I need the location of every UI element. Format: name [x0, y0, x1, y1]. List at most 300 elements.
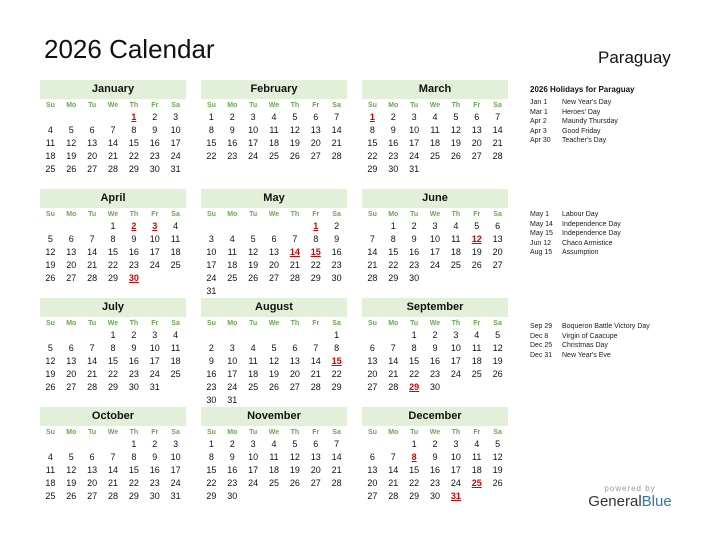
day-cell: 2 [229, 439, 235, 449]
day-cell: 19 [450, 138, 461, 148]
day-cell: 18 [45, 478, 56, 488]
day-cell: 17 [248, 138, 259, 148]
holiday-date: Jan 1 [530, 99, 548, 106]
weekday-label: Tu [249, 211, 258, 218]
day-cell: 18 [227, 260, 238, 270]
holiday-list [530, 98, 705, 146]
weekday-label: Th [129, 102, 139, 109]
weekday-label: Fr [473, 320, 481, 327]
day-cell: 1 [411, 439, 417, 449]
day-cell: 17 [248, 465, 259, 475]
day-cell: 12 [66, 138, 77, 148]
holiday-list [530, 322, 705, 360]
day-cell: 10 [170, 452, 181, 462]
day-cell: 12 [45, 247, 56, 257]
day-cell: 30 [206, 395, 217, 405]
day-cell: 20 [289, 369, 300, 379]
day-cell: 30 [331, 273, 342, 283]
day-cell: 18 [268, 138, 279, 148]
holiday-name: New Year's Eve [562, 351, 611, 359]
day-cell: 21 [310, 369, 321, 379]
day-cell: 18 [471, 465, 482, 475]
month-title: June [362, 189, 508, 208]
empty-cell [284, 329, 305, 342]
holiday-date: Apr 2 [530, 118, 547, 125]
day-cell: 4 [250, 343, 256, 353]
day-cell: 27 [66, 273, 77, 283]
day-cell: 28 [310, 382, 321, 392]
empty-cell [82, 220, 103, 233]
weekday-label: Tu [88, 320, 97, 327]
day-cell: 16 [206, 369, 217, 379]
weekday-label: Su [45, 429, 55, 436]
holiday-date: May 1 [530, 211, 550, 218]
weekday-label: Tu [88, 102, 97, 109]
powered-by-label: powered by [604, 484, 656, 493]
day-cell: 30 [149, 164, 160, 174]
weekday-label: Mo [66, 211, 77, 218]
day-cell: 8 [208, 452, 214, 462]
day-cell: 11 [472, 452, 482, 462]
day-cell: 25 [45, 164, 56, 174]
weekday-label: Tu [410, 211, 419, 218]
day-cell: 1 [390, 221, 396, 231]
month-june [362, 189, 508, 285]
holiday-list [530, 210, 705, 258]
day-cell: 22 [310, 260, 321, 270]
holidays-title: 2026 Holidays for Paraguay [530, 85, 635, 94]
day-cell: 5 [453, 112, 459, 122]
day-cell: 10 [149, 343, 160, 353]
day-cell: 22 [206, 478, 217, 488]
holiday-date: Jun 12 [530, 239, 552, 247]
day-cell: 15 [128, 465, 139, 475]
holiday-name: Heroes' Day [562, 108, 601, 116]
day-cell: 7 [390, 452, 396, 462]
holiday-date: Apr 3 [530, 127, 547, 135]
day-cell: 13 [367, 465, 378, 475]
empty-cell [305, 329, 326, 342]
weekday-label: Su [206, 320, 216, 327]
day-cell: 21 [289, 260, 300, 270]
day-cell: 7 [110, 452, 116, 462]
day-cell: 2 [390, 112, 396, 122]
holiday-day: 31 [450, 491, 461, 501]
weekday-label: Sa [171, 211, 180, 218]
day-cell: 1 [110, 221, 116, 231]
month-september [362, 298, 508, 394]
day-cell: 6 [271, 234, 277, 244]
day-cell: 3 [432, 221, 438, 231]
holiday-name: Teacher's Day [562, 137, 607, 144]
empty-cell [222, 220, 243, 233]
weekday-label: Sa [493, 102, 502, 109]
day-cell: 5 [47, 343, 53, 353]
day-cell: 19 [471, 247, 482, 257]
day-cell: 24 [149, 260, 160, 270]
day-cell: 28 [107, 164, 118, 174]
day-cell: 26 [248, 273, 259, 283]
weekday-label: Su [367, 211, 377, 218]
day-cell: 21 [107, 151, 118, 161]
day-cell: 13 [367, 356, 378, 366]
day-cell: 19 [268, 369, 279, 379]
day-cell: 10 [206, 247, 217, 257]
weekday-label: We [268, 429, 280, 436]
weekday-label: Mo [66, 429, 77, 436]
day-cell: 19 [66, 478, 77, 488]
month-title: December [362, 407, 508, 426]
day-cell: 9 [208, 356, 214, 366]
weekday-label: We [107, 102, 119, 109]
day-cell: 1 [110, 330, 116, 340]
day-cell: 27 [66, 382, 77, 392]
day-cell: 8 [208, 125, 214, 135]
day-cell: 8 [131, 125, 137, 135]
day-cell: 6 [474, 112, 480, 122]
day-cell: 15 [206, 465, 217, 475]
day-cell: 23 [206, 382, 217, 392]
day-cell: 20 [66, 369, 77, 379]
empty-cell [103, 438, 124, 451]
day-cell: 6 [495, 221, 501, 231]
day-cell: 13 [310, 125, 321, 135]
holiday-day: 25 [471, 478, 482, 488]
day-cell: 13 [492, 234, 503, 244]
day-cell: 19 [45, 260, 56, 270]
day-cell: 24 [149, 369, 160, 379]
day-cell: 23 [429, 478, 440, 488]
weekday-label: Sa [332, 102, 341, 109]
holiday-name: Independence Day [562, 230, 621, 237]
day-cell: 22 [128, 151, 139, 161]
day-cell: 11 [472, 343, 482, 353]
day-cell: 26 [289, 478, 300, 488]
weekday-label: Su [206, 211, 216, 218]
day-cell: 29 [409, 491, 420, 501]
day-cell: 19 [45, 369, 56, 379]
weekday-label: Tu [410, 429, 419, 436]
day-cell: 9 [229, 452, 235, 462]
day-cell: 19 [66, 151, 77, 161]
weekday-label: Th [290, 102, 300, 109]
day-cell: 31 [170, 491, 181, 501]
day-cell: 11 [430, 125, 440, 135]
day-cell: 21 [388, 478, 399, 488]
day-cell: 4 [271, 112, 277, 122]
day-cell: 27 [87, 164, 98, 174]
holiday-day: 12 [471, 234, 482, 244]
day-cell: 29 [310, 273, 321, 283]
day-cell: 5 [250, 234, 256, 244]
day-cell: 13 [87, 465, 98, 475]
empty-cell [264, 220, 285, 233]
day-cell: 23 [429, 369, 440, 379]
day-cell: 11 [45, 138, 56, 148]
day-cell: 6 [369, 452, 375, 462]
holiday-name: Boqueron Battle Victory Day [562, 323, 650, 330]
day-cell: 18 [471, 356, 482, 366]
day-cell: 14 [107, 465, 118, 475]
day-cell: 22 [331, 369, 342, 379]
day-grid [40, 318, 186, 394]
month-title: March [362, 80, 508, 99]
day-cell: 30 [429, 491, 440, 501]
day-cell: 31 [206, 286, 217, 296]
day-cell: 19 [492, 465, 503, 475]
day-cell: 3 [152, 330, 158, 340]
day-cell: 17 [206, 260, 217, 270]
day-cell: 17 [149, 356, 160, 366]
day-cell: 6 [68, 234, 74, 244]
empty-cell [383, 438, 404, 451]
weekday-label: Sa [171, 320, 180, 327]
day-cell: 14 [492, 125, 503, 135]
day-cell: 26 [45, 273, 56, 283]
weekday-label: Sa [493, 211, 502, 218]
day-cell: 31 [149, 382, 160, 392]
day-cell: 13 [310, 452, 321, 462]
weekday-label: Mo [388, 211, 399, 218]
holiday-date: Apr 30 [530, 137, 551, 144]
day-cell: 17 [409, 138, 420, 148]
holiday-row [530, 239, 705, 249]
day-cell: 22 [409, 478, 420, 488]
month-january [40, 80, 186, 176]
day-grid [201, 100, 347, 163]
day-cell: 25 [170, 260, 181, 270]
day-cell: 19 [289, 138, 300, 148]
day-cell: 2 [152, 439, 158, 449]
day-cell: 20 [66, 260, 77, 270]
day-cell: 6 [313, 112, 319, 122]
day-cell: 2 [334, 221, 340, 231]
day-cell: 16 [128, 356, 139, 366]
weekday-label: Su [367, 429, 377, 436]
day-cell: 7 [313, 343, 319, 353]
day-cell: 26 [492, 369, 503, 379]
holiday-row [530, 127, 705, 137]
empty-cell [264, 329, 285, 342]
day-grid [40, 427, 186, 503]
day-cell: 6 [292, 343, 298, 353]
holiday-row [530, 341, 705, 351]
day-cell: 14 [87, 247, 98, 257]
day-cell: 7 [292, 234, 298, 244]
month-title: October [40, 407, 186, 426]
day-cell: 10 [409, 125, 420, 135]
day-cell: 16 [429, 465, 440, 475]
day-cell: 7 [334, 439, 340, 449]
weekday-label: Su [45, 102, 55, 109]
day-cell: 30 [149, 491, 160, 501]
weekday-label: We [429, 211, 441, 218]
day-cell: 21 [367, 260, 378, 270]
holiday-date: Dec 25 [530, 342, 553, 349]
day-cell: 1 [208, 112, 214, 122]
day-cell: 24 [248, 151, 259, 161]
weekday-label: Sa [493, 320, 502, 327]
empty-cell [103, 111, 124, 124]
weekday-label: Th [290, 320, 300, 327]
empty-cell [383, 329, 404, 342]
holiday-name: Virgin of Caacupe [562, 332, 618, 340]
day-cell: 23 [128, 369, 139, 379]
day-cell: 1 [131, 439, 137, 449]
day-cell: 14 [331, 125, 342, 135]
day-cell: 25 [227, 273, 238, 283]
day-cell: 10 [170, 125, 181, 135]
brand-part-general: General [588, 493, 642, 510]
day-grid [40, 209, 186, 285]
day-cell: 24 [450, 478, 461, 488]
day-cell: 3 [173, 439, 179, 449]
day-cell: 3 [250, 112, 256, 122]
day-cell: 7 [390, 343, 396, 353]
holiday-day: 30 [128, 273, 139, 283]
day-cell: 12 [289, 452, 300, 462]
day-cell: 29 [128, 164, 139, 174]
holiday-name: Independence Day [562, 220, 621, 228]
day-cell: 8 [390, 234, 396, 244]
holiday-row [530, 108, 705, 118]
day-cell: 1 [411, 330, 417, 340]
empty-cell [61, 220, 82, 233]
weekday-label: Su [45, 211, 55, 218]
day-cell: 13 [66, 247, 77, 257]
day-cell: 18 [429, 138, 440, 148]
month-october [40, 407, 186, 503]
day-cell: 7 [89, 234, 95, 244]
day-cell: 26 [45, 382, 56, 392]
day-cell: 20 [268, 260, 279, 270]
holiday-row [530, 117, 705, 127]
day-cell: 29 [388, 273, 399, 283]
day-cell: 26 [66, 164, 77, 174]
weekday-label: We [107, 429, 119, 436]
holiday-date: Mar 1 [530, 108, 548, 116]
month-title: May [201, 189, 347, 208]
weekday-label: Fr [151, 102, 159, 109]
day-cell: 18 [248, 369, 259, 379]
day-cell: 30 [388, 164, 399, 174]
day-cell: 23 [149, 478, 160, 488]
weekday-label: Su [45, 320, 55, 327]
month-december [362, 407, 508, 503]
day-cell: 29 [206, 491, 217, 501]
weekday-label: Fr [473, 211, 481, 218]
weekday-label: Fr [312, 102, 320, 109]
holiday-day: 15 [310, 247, 321, 257]
day-cell: 15 [128, 138, 139, 148]
day-cell: 20 [87, 478, 98, 488]
day-cell: 23 [331, 260, 342, 270]
empty-cell [82, 329, 103, 342]
day-cell: 25 [170, 369, 181, 379]
day-cell: 22 [388, 260, 399, 270]
day-cell: 9 [432, 343, 438, 353]
day-cell: 9 [411, 234, 417, 244]
month-title: July [40, 298, 186, 317]
day-cell: 5 [68, 452, 74, 462]
month-title: January [40, 80, 186, 99]
month-title: February [201, 80, 347, 99]
day-cell: 26 [289, 151, 300, 161]
weekday-label: Th [451, 320, 461, 327]
day-cell: 28 [388, 491, 399, 501]
day-cell: 25 [429, 151, 440, 161]
day-cell: 4 [474, 330, 480, 340]
day-cell: 30 [429, 382, 440, 392]
day-cell: 21 [87, 260, 98, 270]
day-cell: 14 [107, 138, 118, 148]
day-cell: 17 [149, 247, 160, 257]
day-cell: 24 [206, 273, 217, 283]
day-cell: 3 [208, 234, 214, 244]
day-cell: 3 [250, 439, 256, 449]
weekday-label: Th [129, 429, 139, 436]
day-cell: 17 [227, 369, 238, 379]
weekday-label: We [429, 429, 441, 436]
empty-cell [82, 111, 103, 124]
day-cell: 27 [367, 491, 378, 501]
weekday-label: Tu [88, 429, 97, 436]
weekday-label: Tu [410, 102, 419, 109]
day-cell: 28 [331, 151, 342, 161]
weekday-label: We [107, 211, 119, 218]
weekday-label: We [268, 211, 280, 218]
weekday-label: Fr [473, 429, 481, 436]
day-cell: 10 [429, 234, 440, 244]
day-cell: 23 [149, 151, 160, 161]
day-cell: 21 [87, 369, 98, 379]
weekday-label: Th [129, 211, 139, 218]
holiday-row [530, 98, 705, 108]
holiday-date: Aug 15 [530, 249, 553, 256]
day-cell: 14 [388, 356, 399, 366]
holiday-row [530, 210, 705, 220]
holiday-name: Chaco Armistice [562, 239, 613, 247]
day-cell: 8 [411, 343, 417, 353]
day-cell: 4 [173, 221, 179, 231]
holiday-row [530, 136, 705, 146]
day-cell: 29 [331, 382, 342, 392]
holiday-day: 14 [289, 247, 300, 257]
empty-cell [40, 329, 61, 342]
empty-cell [201, 329, 222, 342]
day-cell: 18 [170, 247, 181, 257]
day-cell: 7 [495, 112, 501, 122]
day-cell: 23 [388, 151, 399, 161]
day-cell: 3 [229, 343, 235, 353]
empty-cell [61, 111, 82, 124]
holiday-name: Christmas Day [562, 342, 608, 349]
day-cell: 28 [331, 478, 342, 488]
day-cell: 20 [471, 138, 482, 148]
day-grid [362, 100, 508, 176]
footer-logo [588, 484, 672, 510]
day-cell: 28 [107, 491, 118, 501]
day-cell: 29 [128, 491, 139, 501]
day-cell: 21 [107, 478, 118, 488]
day-cell: 22 [367, 151, 378, 161]
day-cell: 14 [367, 247, 378, 257]
weekday-label: Mo [66, 320, 77, 327]
day-cell: 19 [492, 356, 503, 366]
day-cell: 18 [268, 465, 279, 475]
day-cell: 30 [409, 273, 420, 283]
day-cell: 22 [206, 151, 217, 161]
